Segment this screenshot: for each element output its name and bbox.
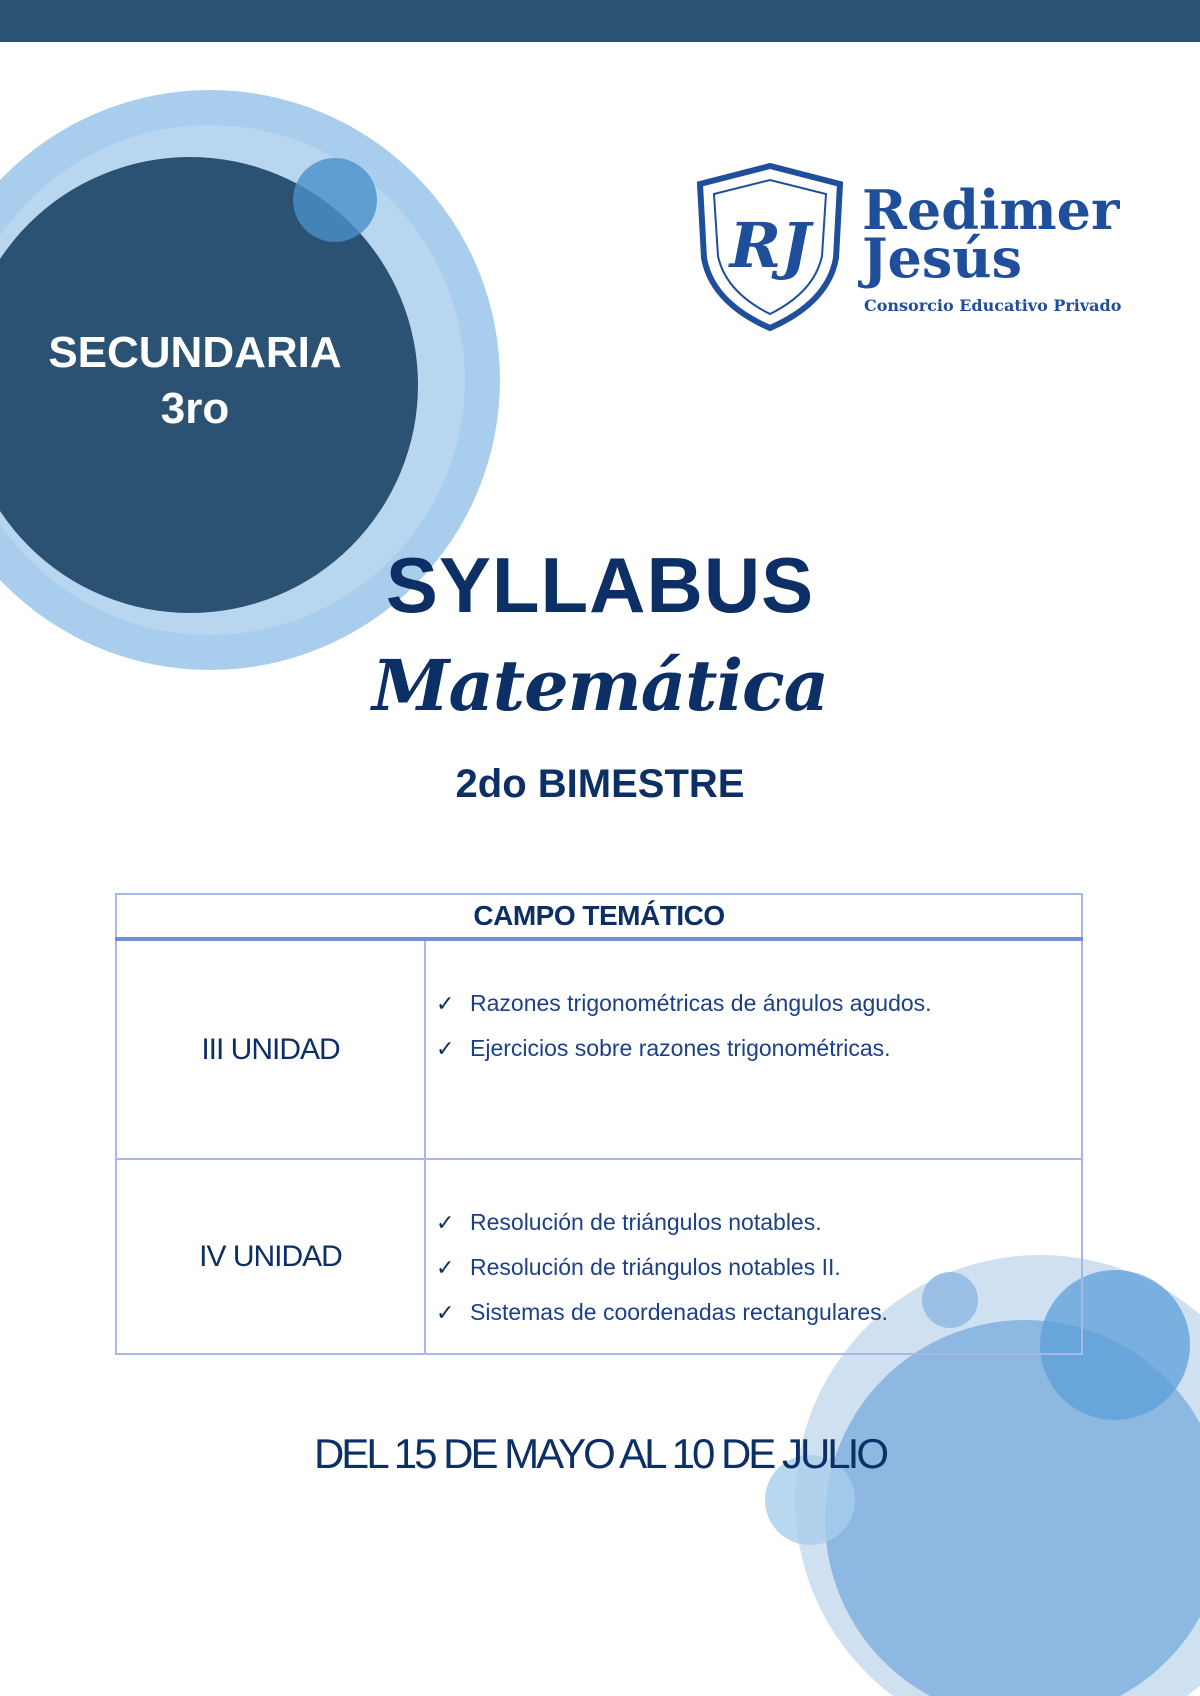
deco-small-circle [293, 158, 377, 242]
brand-name-line2: Jesús [862, 226, 1022, 290]
syllabus-table [115, 893, 1083, 1355]
brand-subtitle: Consorcio Educativo Privado [864, 296, 1122, 315]
check-icon: ✓ [436, 1300, 455, 1325]
topic-item [436, 981, 1081, 1026]
term-label: 2do BIMESTRE [455, 762, 745, 806]
document-title: SYLLABUS [385, 541, 815, 629]
topic-text: Sistemas de coordenadas rectangulares. [470, 1299, 889, 1325]
topic-item [436, 1026, 1081, 1071]
table-header: CAMPO TEMÁTICO [116, 894, 1082, 939]
topics-cell [425, 1159, 1082, 1354]
topic-text: Ejercicios sobre razones trigonométricas. [470, 1035, 891, 1061]
topics-cell [425, 939, 1082, 1159]
brand-name-line1: Redimer [862, 178, 1120, 242]
topic-text: Resolución de triángulos notables. [470, 1209, 822, 1235]
topic-item [436, 1245, 1081, 1290]
topic-text: Razones trigonométricas de ángulos agudos. [470, 990, 932, 1016]
school-logo [690, 162, 1160, 332]
check-icon: ✓ [436, 1255, 455, 1280]
topic-text: Resolución de triángulos notables II. [470, 1254, 841, 1280]
table-header-row [116, 894, 1082, 939]
level-name: SECUNDARIA [48, 328, 342, 377]
subject-title: Matemática [371, 644, 829, 727]
unit-cell: IV UNIDAD [116, 1159, 425, 1354]
grade-label: 3ro [160, 384, 230, 433]
date-range: DEL 15 DE MAYO AL 10 DE JULIO [313, 1430, 887, 1477]
check-icon: ✓ [436, 1210, 455, 1235]
level-label [0, 325, 390, 437]
unit-cell: III UNIDAD [116, 939, 425, 1159]
topic-item [436, 1290, 1081, 1335]
check-icon: ✓ [436, 1036, 455, 1061]
table-row [116, 1159, 1082, 1354]
logo-monogram: RJ [729, 209, 811, 282]
topic-item [436, 1200, 1081, 1245]
shield-icon [690, 162, 850, 332]
check-icon: ✓ [436, 991, 455, 1016]
brand-name [862, 178, 1120, 290]
table-row [116, 939, 1082, 1159]
